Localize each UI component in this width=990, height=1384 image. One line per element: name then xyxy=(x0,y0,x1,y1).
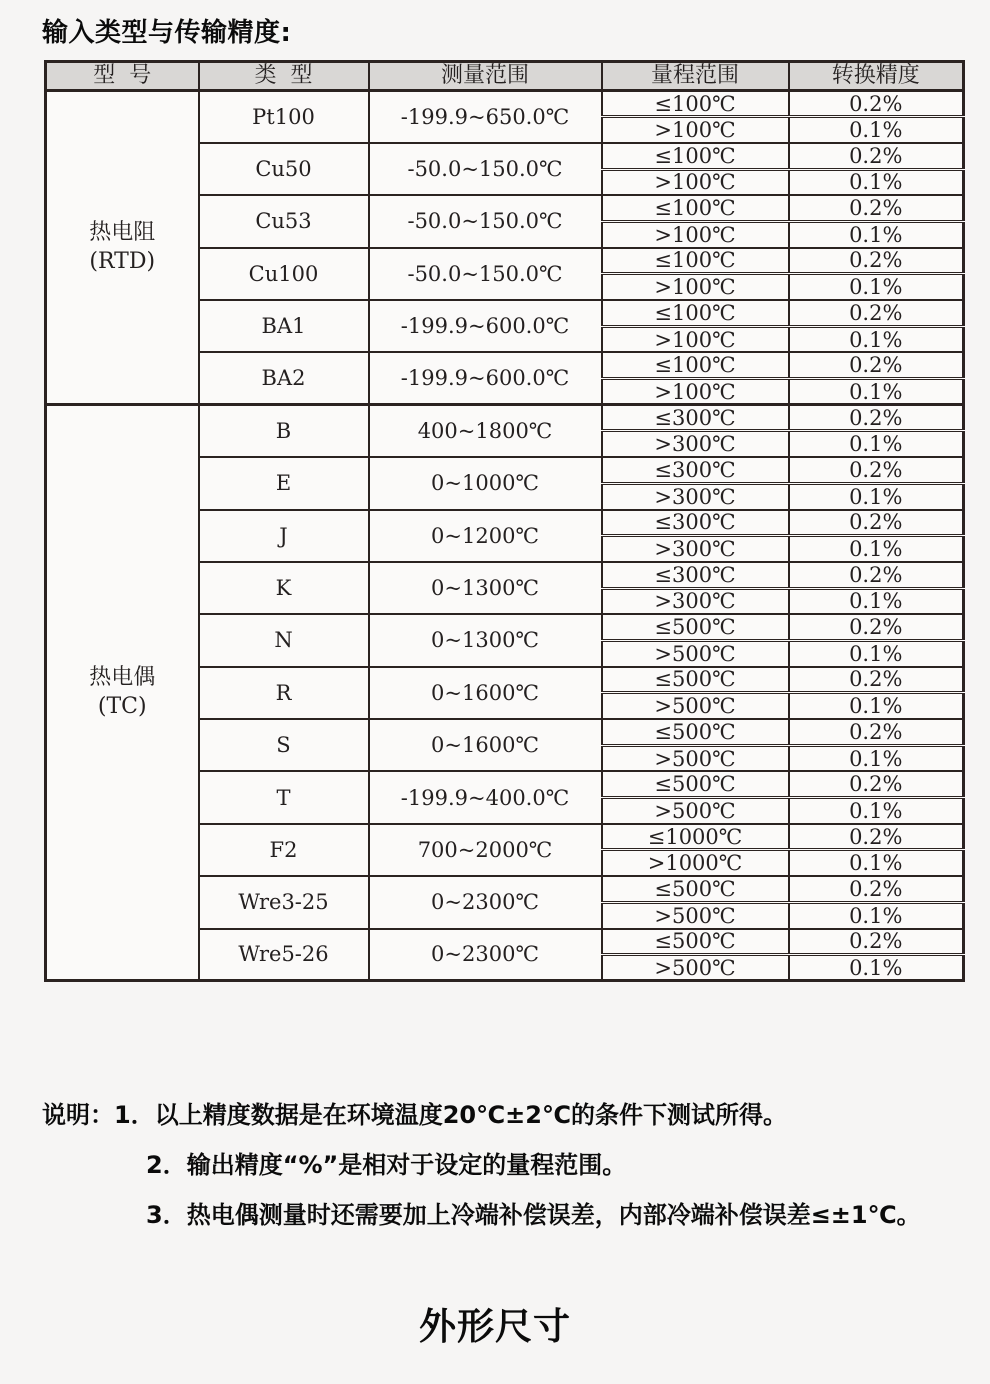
range-cell: 700~2000℃ xyxy=(369,824,602,876)
note-line xyxy=(42,1100,921,1130)
range-cell: -50.0~150.0℃ xyxy=(369,248,602,300)
accuracy-cell: 0.1% xyxy=(789,483,964,509)
header-span: 量程范围 xyxy=(602,62,789,91)
type-cell: J xyxy=(199,510,369,562)
range-cell: 0~1200℃ xyxy=(369,510,602,562)
accuracy-cell: 0.1% xyxy=(789,169,964,195)
span-cell: ≤100℃ xyxy=(602,91,789,117)
type-cell: BA1 xyxy=(199,300,369,352)
accuracy-cell: 0.2% xyxy=(789,562,964,588)
accuracy-cell: 0.1% xyxy=(789,326,964,352)
range-cell: -50.0~150.0℃ xyxy=(369,143,602,195)
span-cell: ≤500℃ xyxy=(602,719,789,745)
table-row xyxy=(46,91,964,117)
range-cell: 0~1600℃ xyxy=(369,719,602,771)
type-cell: Wre5-26 xyxy=(199,929,369,981)
span-cell: ≤100℃ xyxy=(602,143,789,169)
type-cell: R xyxy=(199,667,369,719)
accuracy-cell: 0.1% xyxy=(789,117,964,143)
span-cell: ≤100℃ xyxy=(602,352,789,378)
type-cell: K xyxy=(199,562,369,614)
accuracy-cell: 0.1% xyxy=(789,955,964,981)
header-type: 类 型 xyxy=(199,62,369,91)
span-cell: ≤300℃ xyxy=(602,405,789,431)
span-cell: >100℃ xyxy=(602,326,789,352)
section-heading-dimensions: 外形尺寸 xyxy=(419,1305,571,1348)
span-cell: ≤1000℃ xyxy=(602,824,789,850)
table-row xyxy=(46,405,964,431)
span-cell: >100℃ xyxy=(602,274,789,300)
span-cell: ≤100℃ xyxy=(602,300,789,326)
type-cell: Cu53 xyxy=(199,195,369,247)
spec-table-body xyxy=(46,91,964,981)
span-cell: >100℃ xyxy=(602,221,789,247)
span-cell: >500℃ xyxy=(602,745,789,771)
accuracy-cell: 0.2% xyxy=(789,143,964,169)
span-cell: >500℃ xyxy=(602,798,789,824)
accuracy-cell: 0.1% xyxy=(789,745,964,771)
notes-label: 说明： xyxy=(42,1101,114,1129)
range-cell: 400~1800℃ xyxy=(369,405,602,457)
accuracy-cell: 0.2% xyxy=(789,300,964,326)
accuracy-cell: 0.1% xyxy=(789,588,964,614)
span-cell: ≤100℃ xyxy=(602,195,789,221)
header-accuracy: 转换精度 xyxy=(789,62,964,91)
span-cell: ≤100℃ xyxy=(602,248,789,274)
range-cell: 0~1000℃ xyxy=(369,457,602,509)
accuracy-cell: 0.2% xyxy=(789,771,964,797)
accuracy-cell: 0.2% xyxy=(789,929,964,955)
span-cell: >100℃ xyxy=(602,117,789,143)
type-cell: T xyxy=(199,771,369,823)
span-cell: ≤500℃ xyxy=(602,929,789,955)
span-cell: >300℃ xyxy=(602,536,789,562)
span-cell: >100℃ xyxy=(602,169,789,195)
accuracy-cell: 0.2% xyxy=(789,719,964,745)
header-range: 测量范围 xyxy=(369,62,602,91)
type-cell: Pt100 xyxy=(199,91,369,143)
type-cell: Wre3-25 xyxy=(199,876,369,928)
header-model: 型 号 xyxy=(46,62,199,91)
span-cell: >500℃ xyxy=(602,640,789,666)
range-cell: 0~1300℃ xyxy=(369,562,602,614)
range-cell: -199.9~600.0℃ xyxy=(369,300,602,352)
note-line: 2．输出精度“%”是相对于设定的量程范围。 xyxy=(146,1151,627,1179)
accuracy-cell: 0.2% xyxy=(789,824,964,850)
accuracy-cell: 0.1% xyxy=(789,850,964,876)
type-cell: Cu100 xyxy=(199,248,369,300)
model-cell xyxy=(46,91,199,405)
type-cell: B xyxy=(199,405,369,457)
range-cell: -199.9~600.0℃ xyxy=(369,352,602,404)
accuracy-cell: 0.1% xyxy=(789,431,964,457)
span-cell: >300℃ xyxy=(602,431,789,457)
model-cell xyxy=(46,405,199,981)
range-cell: 0~2300℃ xyxy=(369,929,602,981)
accuracy-cell: 0.1% xyxy=(789,379,964,405)
note-text: 1．以上精度数据是在环境温度20℃±2℃的条件下测试所得。 xyxy=(114,1101,788,1129)
spec-table xyxy=(44,60,965,982)
accuracy-cell: 0.1% xyxy=(789,693,964,719)
page-title: 输入类型与传输精度: xyxy=(42,18,292,48)
span-cell: ≤500℃ xyxy=(602,876,789,902)
accuracy-cell: 0.2% xyxy=(789,352,964,378)
range-cell: -50.0~150.0℃ xyxy=(369,195,602,247)
accuracy-cell: 0.2% xyxy=(789,457,964,483)
range-cell: 0~2300℃ xyxy=(369,876,602,928)
span-cell: >100℃ xyxy=(602,379,789,405)
model-name: 热电阻 xyxy=(89,220,156,246)
span-cell: ≤300℃ xyxy=(602,510,789,536)
type-cell: S xyxy=(199,719,369,771)
span-cell: >500℃ xyxy=(602,955,789,981)
accuracy-cell: 0.2% xyxy=(789,876,964,902)
type-cell: BA2 xyxy=(199,352,369,404)
span-cell: >300℃ xyxy=(602,588,789,614)
note-line: 3．热电偶测量时还需要加上冷端补偿误差，内部冷端补偿误差≤±1℃。 xyxy=(146,1201,921,1229)
accuracy-cell: 0.1% xyxy=(789,274,964,300)
accuracy-cell: 0.2% xyxy=(789,248,964,274)
type-cell: E xyxy=(199,457,369,509)
accuracy-cell: 0.2% xyxy=(789,614,964,640)
span-cell: >500℃ xyxy=(602,693,789,719)
accuracy-cell: 0.1% xyxy=(789,221,964,247)
model-subname: (RTD) xyxy=(89,248,156,274)
span-cell: >1000℃ xyxy=(602,850,789,876)
range-cell: 0~1300℃ xyxy=(369,614,602,666)
accuracy-cell: 0.2% xyxy=(789,91,964,117)
model-subname: (TC) xyxy=(97,693,147,719)
type-cell: Cu50 xyxy=(199,143,369,195)
span-cell: >300℃ xyxy=(602,483,789,509)
type-cell: F2 xyxy=(199,824,369,876)
model-name: 热电偶 xyxy=(89,665,156,691)
range-cell: -199.9~400.0℃ xyxy=(369,771,602,823)
range-cell: -199.9~650.0℃ xyxy=(369,91,602,143)
accuracy-cell: 0.2% xyxy=(789,510,964,536)
span-cell: ≤500℃ xyxy=(602,614,789,640)
span-cell: ≤300℃ xyxy=(602,562,789,588)
range-cell: 0~1600℃ xyxy=(369,667,602,719)
span-cell: ≤300℃ xyxy=(602,457,789,483)
accuracy-cell: 0.2% xyxy=(789,405,964,431)
span-cell: >500℃ xyxy=(602,902,789,928)
accuracy-cell: 0.1% xyxy=(789,536,964,562)
accuracy-cell: 0.1% xyxy=(789,798,964,824)
span-cell: ≤500℃ xyxy=(602,667,789,693)
type-cell: N xyxy=(199,614,369,666)
accuracy-cell: 0.2% xyxy=(789,195,964,221)
spec-table-head xyxy=(46,62,964,91)
span-cell: ≤500℃ xyxy=(602,771,789,797)
accuracy-cell: 0.1% xyxy=(789,640,964,666)
header-row xyxy=(46,62,964,91)
accuracy-cell: 0.1% xyxy=(789,902,964,928)
notes-block xyxy=(42,1100,921,1250)
accuracy-cell: 0.2% xyxy=(789,667,964,693)
